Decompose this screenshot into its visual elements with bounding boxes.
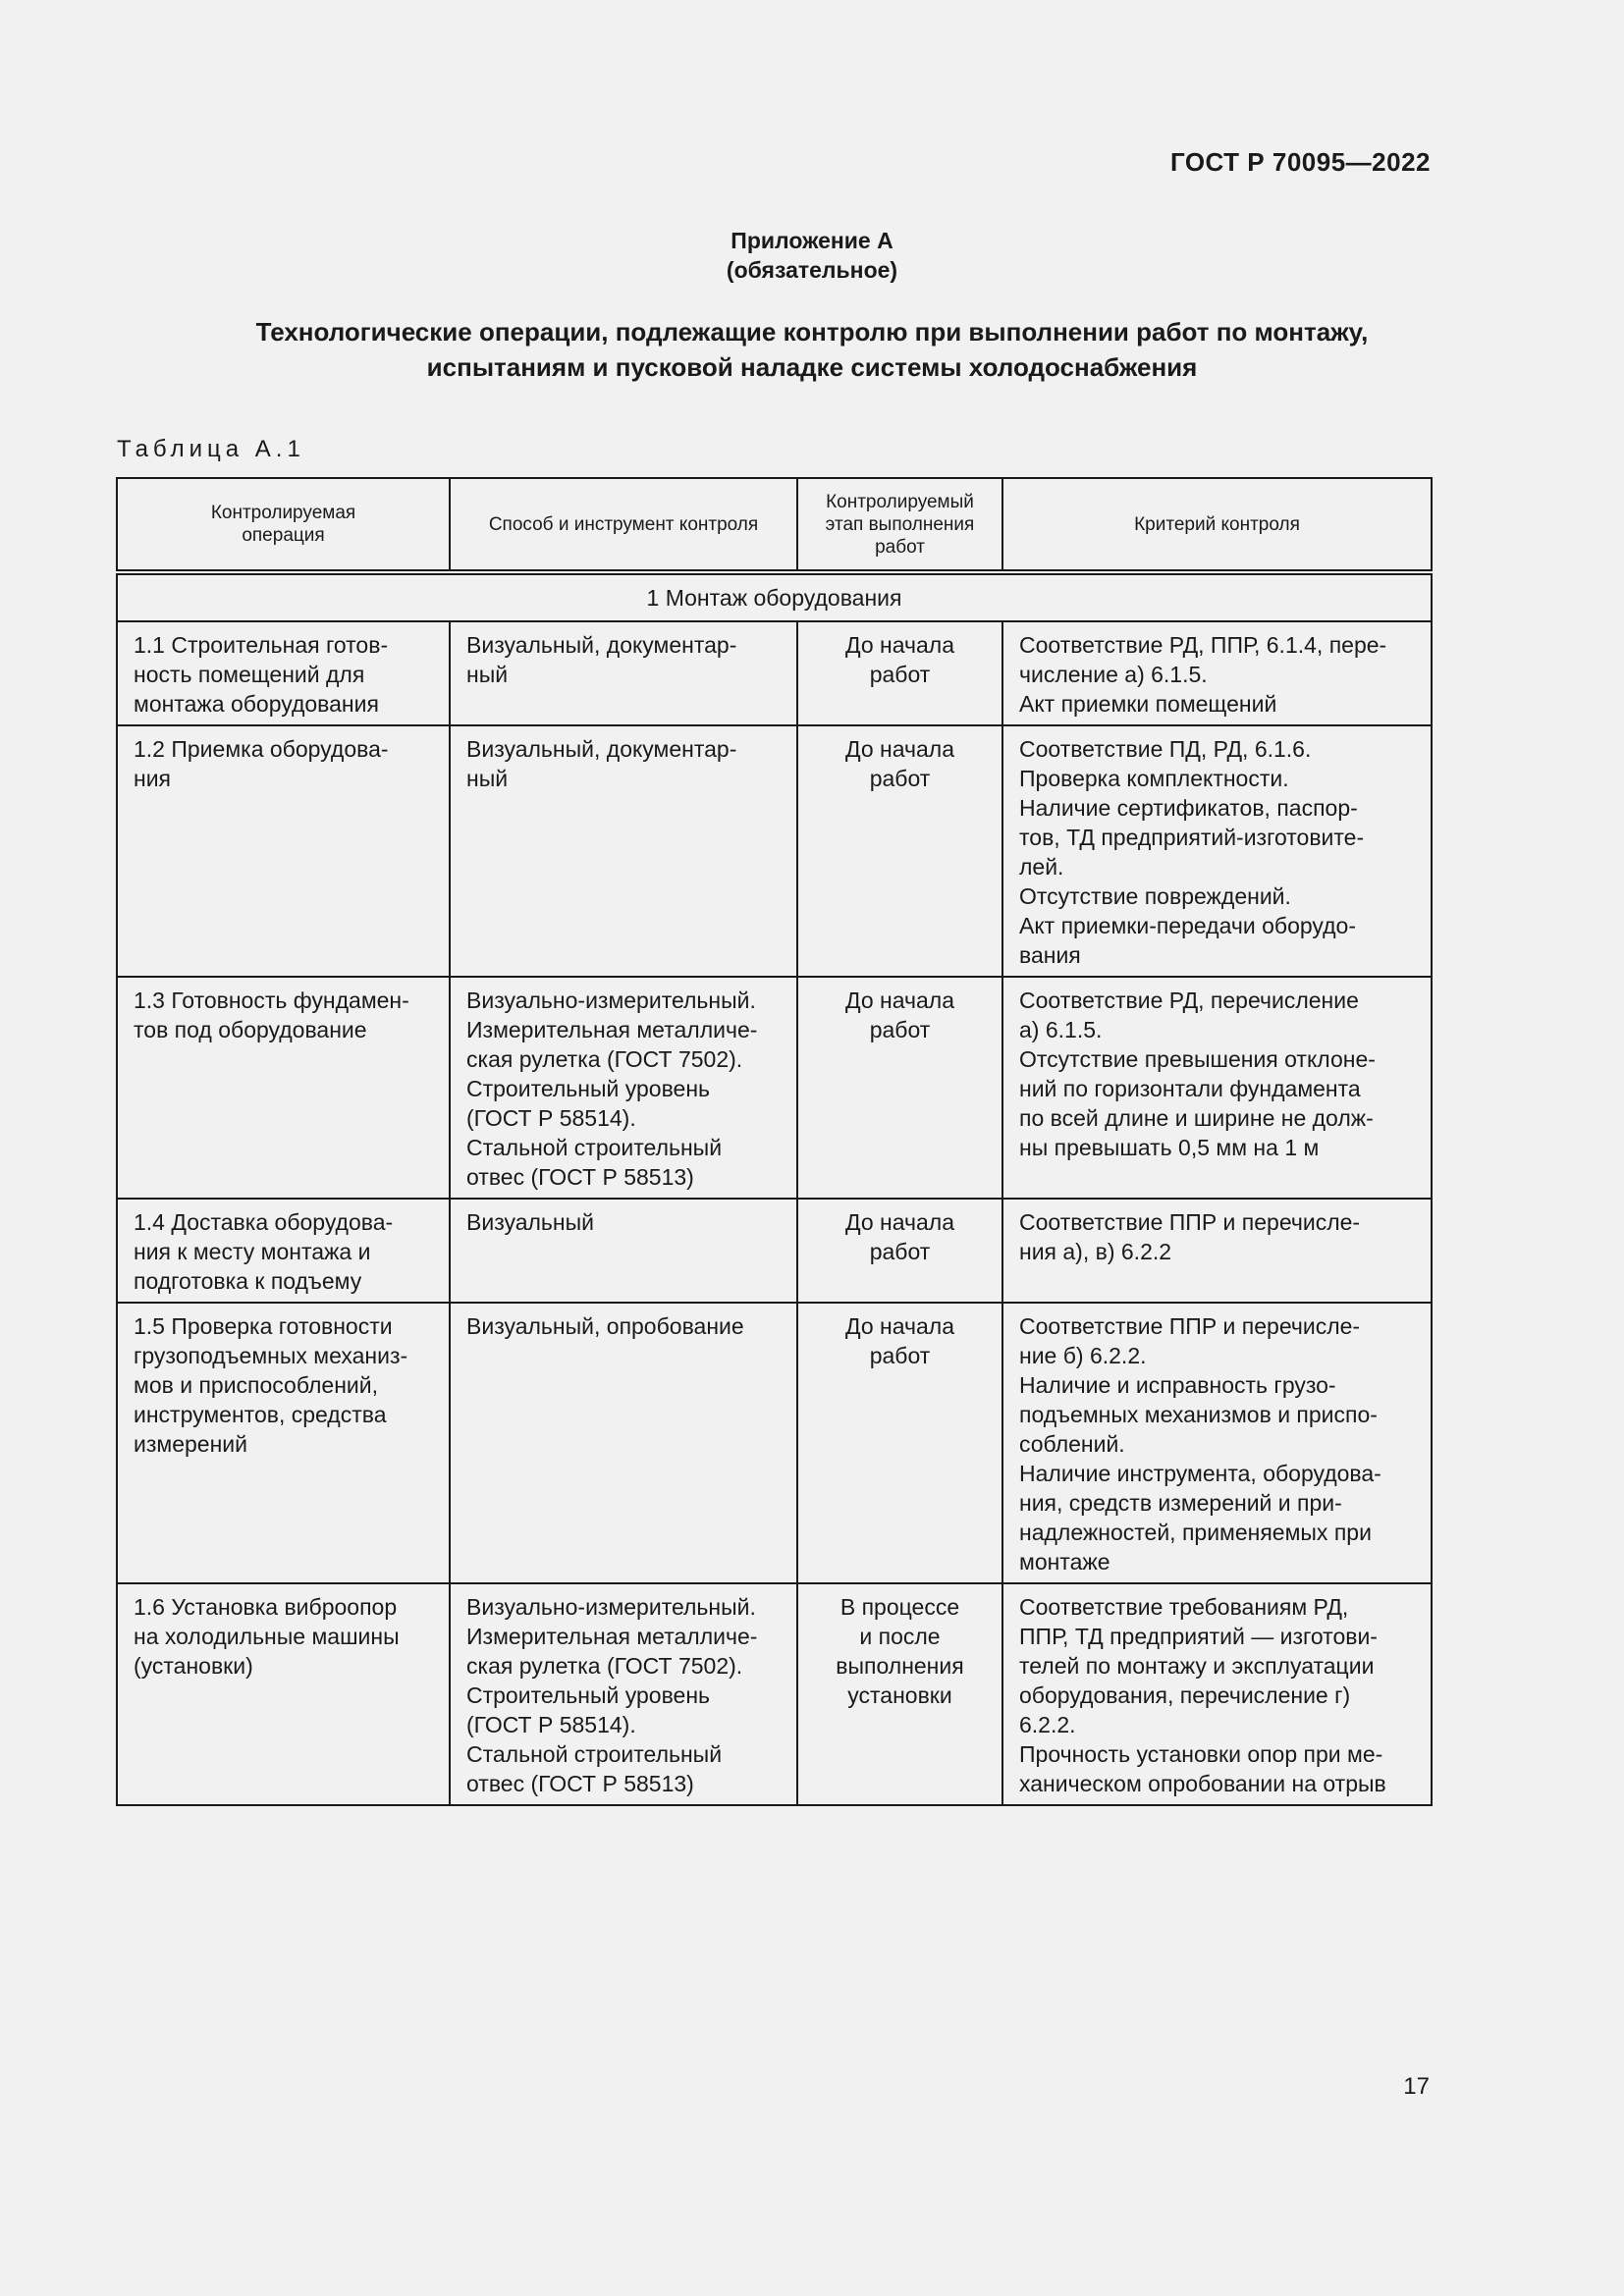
- cell-line: В процессе: [839, 1594, 960, 1620]
- method-cell: [450, 1303, 797, 1583]
- operation-cell: [117, 1199, 450, 1303]
- cell-line: оборудования, перечисление г): [1019, 1682, 1351, 1708]
- cell-line: отвес (ГОСТ Р 58513): [466, 1771, 694, 1796]
- method-cell: [450, 725, 797, 977]
- header-operation: [117, 478, 450, 572]
- criterion-cell: [1002, 977, 1432, 1199]
- cell-line: Наличие сертификатов, паспор-: [1019, 795, 1358, 821]
- cell-line: Визуально-измерительный.: [466, 1594, 756, 1620]
- cell-line: соблений.: [1019, 1431, 1125, 1457]
- table-header-row: [117, 478, 1432, 572]
- table-row: [117, 977, 1432, 1199]
- control-operations-table: [116, 477, 1433, 1806]
- cell-line: Критерий контроля: [1134, 513, 1300, 535]
- cell-line: Соответствие РД, перечисление: [1019, 988, 1359, 1013]
- cell-line: Стальной строительный: [466, 1741, 723, 1767]
- cell-line: работ: [869, 662, 931, 687]
- section-row: [117, 572, 1432, 621]
- cell-line: подготовка к подъему: [134, 1268, 362, 1294]
- cell-line: ППР, ТД предприятий — изготови-: [1019, 1624, 1378, 1649]
- cell-line: грузоподъемных механиз-: [134, 1343, 408, 1368]
- method-cell: [450, 977, 797, 1199]
- cell-line: Измерительная металличе-: [466, 1624, 758, 1649]
- cell-line: 1.1 Строительная готов-: [134, 632, 389, 658]
- criterion-cell: [1002, 1303, 1432, 1583]
- stage-cell: [797, 621, 1002, 725]
- cell-line: Соответствие РД, ППР, 6.1.4, пере-: [1019, 632, 1387, 658]
- cell-line: ность помещений для: [134, 662, 365, 687]
- cell-line: операция: [242, 525, 325, 546]
- stage-cell: [797, 1199, 1002, 1303]
- table-row: [117, 621, 1432, 725]
- cell-line: ния, средств измерений и при-: [1019, 1490, 1342, 1516]
- cell-line: Соответствие требованиям РД,: [1019, 1594, 1349, 1620]
- criterion-cell: [1002, 725, 1432, 977]
- cell-line: ны превышать 0,5 мм на 1 м: [1019, 1135, 1320, 1160]
- cell-line: Визуальный, документар-: [466, 736, 737, 762]
- cell-line: ный: [466, 662, 509, 687]
- cell-line: До начала: [845, 1209, 954, 1235]
- cell-line: ния к месту монтажа и: [134, 1239, 371, 1264]
- cell-line: Акт приемки-передачи оборудо-: [1019, 913, 1357, 938]
- cell-line: этап выполнения: [825, 513, 975, 535]
- cell-line: Наличие и исправность грузо-: [1019, 1372, 1336, 1398]
- cell-line: лей.: [1019, 854, 1064, 880]
- operation-cell: [117, 621, 450, 725]
- operation-cell: [117, 1303, 450, 1583]
- cell-line: Стальной строительный: [466, 1135, 723, 1160]
- cell-line: ская рулетка (ГОСТ 7502).: [466, 1653, 743, 1679]
- cell-line: До начала: [845, 988, 954, 1013]
- cell-line: До начала: [845, 1313, 954, 1339]
- cell-line: а) 6.1.5.: [1019, 1017, 1103, 1042]
- stage-cell: [797, 977, 1002, 1199]
- stage-cell: [797, 1303, 1002, 1583]
- operation-cell: [117, 977, 450, 1199]
- method-cell: [450, 621, 797, 725]
- criterion-cell: [1002, 1199, 1432, 1303]
- cell-line: Отсутствие повреждений.: [1019, 883, 1291, 909]
- cell-line: работ: [869, 766, 931, 791]
- cell-line: измерений: [134, 1431, 247, 1457]
- cell-line: установки: [847, 1682, 952, 1708]
- cell-line: телей по монтажу и эксплуатации: [1019, 1653, 1375, 1679]
- cell-line: До начала: [845, 736, 954, 762]
- cell-line: ний по горизонтали фундамента: [1019, 1076, 1361, 1101]
- cell-line: (установки): [134, 1653, 253, 1679]
- cell-line: ный: [466, 766, 509, 791]
- cell-line: Контролируемая: [210, 503, 356, 523]
- cell-line: ния: [134, 766, 172, 791]
- cell-line: монтажа оборудования: [134, 691, 379, 717]
- method-cell: [450, 1199, 797, 1303]
- cell-line: Строительный уровень: [466, 1682, 711, 1708]
- cell-line: 6.2.2.: [1019, 1712, 1076, 1737]
- cell-line: надлежностей, применяемых при: [1019, 1520, 1372, 1545]
- criterion-cell: [1002, 1583, 1432, 1805]
- cell-line: Наличие инструмента, оборудова-: [1019, 1461, 1381, 1486]
- cell-line: Соответствие ППР и перечисле-: [1019, 1209, 1361, 1235]
- cell-line: вания: [1019, 942, 1081, 968]
- table-row: [117, 725, 1432, 977]
- operation-cell: [117, 1583, 450, 1805]
- header-criterion: [1002, 478, 1432, 572]
- method-cell: [450, 1583, 797, 1805]
- appendix-status: (обязательное): [726, 257, 898, 283]
- cell-line: Контролируемый: [826, 491, 974, 512]
- cell-line: работ: [875, 536, 925, 558]
- cell-line: (ГОСТ Р 58514).: [466, 1712, 636, 1737]
- cell-line: и после: [859, 1624, 941, 1649]
- section-title: 1 Монтаж оборудования: [117, 572, 1432, 621]
- cell-line: 1.4 Доставка оборудова-: [134, 1209, 394, 1235]
- table-row: [117, 1583, 1432, 1805]
- stage-cell: [797, 1583, 1002, 1805]
- cell-line: выполнения: [836, 1653, 964, 1679]
- cell-line: подъемных механизмов и приспо-: [1019, 1402, 1378, 1427]
- cell-line: монтаже: [1019, 1549, 1110, 1575]
- cell-line: Прочность установки опор при ме-: [1019, 1741, 1383, 1767]
- cell-line: работ: [869, 1017, 931, 1042]
- cell-line: на холодильные машины: [134, 1624, 400, 1649]
- cell-line: отвес (ГОСТ Р 58513): [466, 1164, 694, 1190]
- header-method: [450, 478, 797, 572]
- cell-line: Строительный уровень: [466, 1076, 711, 1101]
- table-row: [117, 1199, 1432, 1303]
- stage-cell: [797, 725, 1002, 977]
- cell-line: Способ и инструмент контроля: [488, 513, 759, 535]
- cell-line: (ГОСТ Р 58514).: [466, 1105, 636, 1131]
- cell-line: работ: [869, 1239, 931, 1264]
- cell-line: инструментов, средства: [134, 1402, 387, 1427]
- cell-line: Визуальный, опробование: [466, 1313, 744, 1339]
- title-line: Технологические операции, подлежащие контролю при выполнении работ по монтажу,: [255, 317, 1369, 347]
- table-caption: Таблица А.1: [117, 436, 305, 462]
- cell-line: Отсутствие превышения отклоне-: [1019, 1046, 1376, 1072]
- cell-line: мов и приспособлений,: [134, 1372, 378, 1398]
- cell-line: работ: [869, 1343, 931, 1368]
- criterion-cell: [1002, 621, 1432, 725]
- appendix-title: Приложение А: [731, 228, 893, 253]
- cell-line: по всей длине и ширине не долж-: [1019, 1105, 1374, 1131]
- appendix-main-title: [0, 314, 1624, 385]
- cell-line: Проверка комплектности.: [1019, 766, 1289, 791]
- cell-line: ская рулетка (ГОСТ 7502).: [466, 1046, 743, 1072]
- document-code: ГОСТ Р 70095—2022: [1169, 147, 1431, 177]
- appendix-heading: [0, 226, 1624, 285]
- cell-line: 1.5 Проверка готовности: [134, 1313, 393, 1339]
- cell-line: ния а), в) 6.2.2: [1019, 1239, 1172, 1264]
- header-stage: [797, 478, 1002, 572]
- cell-line: 1.6 Установка виброопор: [134, 1594, 398, 1620]
- cell-line: Визуальный, документар-: [466, 632, 737, 658]
- table-row: [117, 1303, 1432, 1583]
- cell-line: Акт приемки помещений: [1019, 691, 1277, 717]
- cell-line: Соответствие ППР и перечисле-: [1019, 1313, 1361, 1339]
- cell-line: Визуальный: [466, 1209, 594, 1235]
- cell-line: тов под оборудование: [134, 1017, 367, 1042]
- cell-line: Соответствие ПД, РД, 6.1.6.: [1019, 736, 1312, 762]
- cell-line: 1.2 Приемка оборудова-: [134, 736, 389, 762]
- cell-line: ханическом опробовании на отрыв: [1019, 1771, 1386, 1796]
- cell-line: 1.3 Готовность фундамен-: [134, 988, 409, 1013]
- operation-cell: [117, 725, 450, 977]
- cell-line: тов, ТД предприятий-изготовите-: [1019, 825, 1365, 850]
- cell-line: числение а) 6.1.5.: [1019, 662, 1208, 687]
- cell-line: Визуально-измерительный.: [466, 988, 756, 1013]
- cell-line: Измерительная металличе-: [466, 1017, 758, 1042]
- title-line: испытаниям и пусковой наладке системы холодоснабжения: [426, 352, 1198, 382]
- cell-line: До начала: [845, 632, 954, 658]
- page-number: 17: [1403, 2073, 1430, 2100]
- cell-line: ние б) 6.2.2.: [1019, 1343, 1147, 1368]
